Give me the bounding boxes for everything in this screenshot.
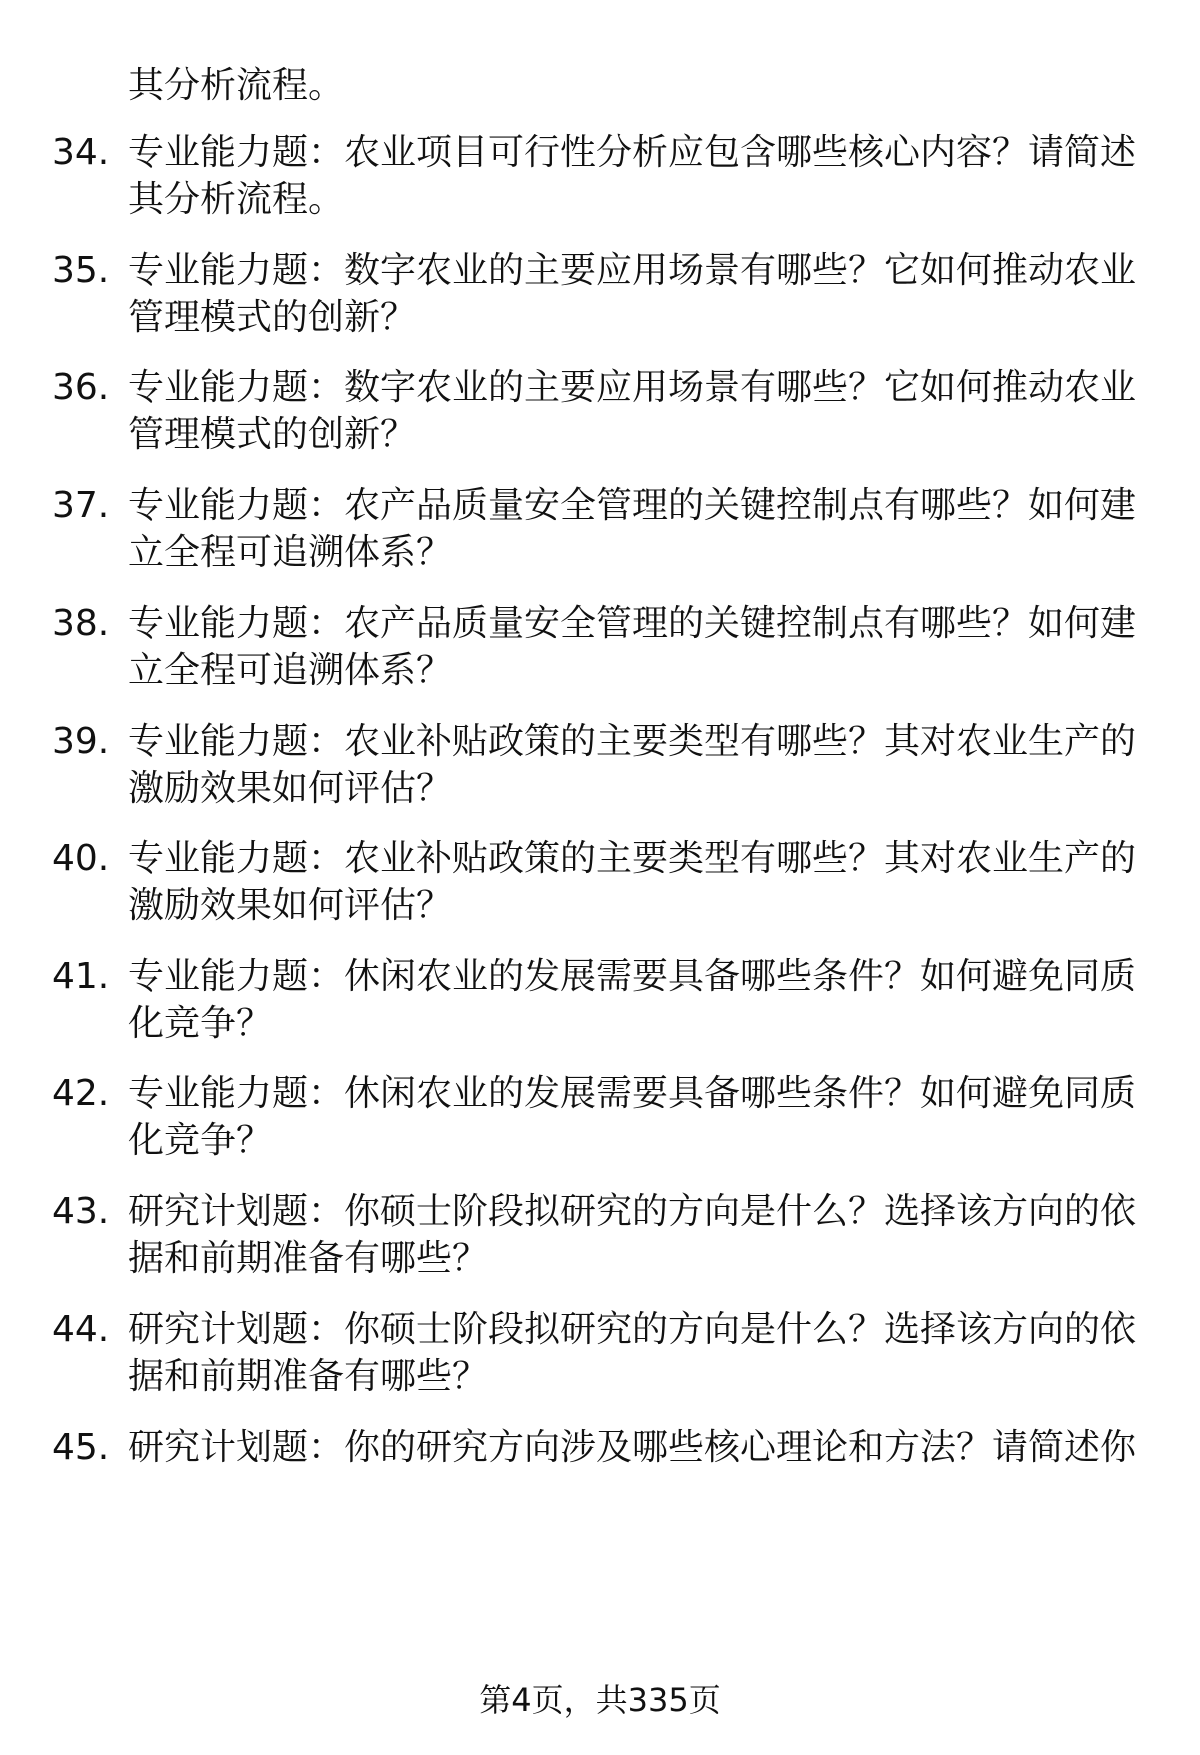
question-number: 36. xyxy=(52,367,110,408)
question-text-line2: 立全程可追溯体系？ xyxy=(128,650,453,691)
question-text-line1: 专业能力题：农产品质量安全管理的关键控制点有哪些？如何建 xyxy=(128,603,1137,644)
question-number: 44. xyxy=(52,1309,110,1350)
question-number: 40. xyxy=(52,838,110,879)
question-number: 41. xyxy=(52,956,110,997)
question-number: 45. xyxy=(52,1427,110,1468)
question-text-line1: 专业能力题：数字农业的主要应用场景有哪些？它如何推动农业 xyxy=(128,367,1137,408)
question-text-line1: 专业能力题：农业项目可行性分析应包含哪些核心内容？请简述 xyxy=(128,132,1137,173)
question-text-line1: 研究计划题：你硕士阶段拟研究的方向是什么？选择该方向的依 xyxy=(128,1309,1137,1350)
question-text-line1: 专业能力题：农产品质量安全管理的关键控制点有哪些？如何建 xyxy=(128,485,1137,526)
question-text-line1: 专业能力题：数字农业的主要应用场景有哪些？它如何推动农业 xyxy=(128,250,1137,291)
question-text-line2: 化竞争？ xyxy=(128,1003,273,1044)
question-text-line2: 管理模式的创新？ xyxy=(128,297,417,338)
question-text-line1: 专业能力题：休闲农业的发展需要具备哪些条件？如何避免同质 xyxy=(128,1073,1137,1114)
question-number: 35. xyxy=(52,250,110,291)
question-number: 42. xyxy=(52,1073,110,1114)
question-number: 39. xyxy=(52,721,110,762)
question-text-line2: 据和前期准备有哪些？ xyxy=(128,1238,489,1279)
question-text-line2: 管理模式的创新？ xyxy=(128,414,417,455)
question-text-line1: 专业能力题：休闲农业的发展需要具备哪些条件？如何避免同质 xyxy=(128,956,1137,997)
page-footer: 第4页，共335页 xyxy=(479,1681,721,1719)
question-number: 38. xyxy=(52,603,110,644)
question-number: 34. xyxy=(52,132,110,173)
question-text-line2: 激励效果如何评估？ xyxy=(128,768,453,809)
question-text-line2: 激励效果如何评估？ xyxy=(128,885,453,926)
question-text-line1: 专业能力题：农业补贴政策的主要类型有哪些？其对农业生产的 xyxy=(128,838,1137,879)
question-text-line2: 据和前期准备有哪些？ xyxy=(128,1356,489,1397)
continuation-text: 其分析流程。 xyxy=(128,65,345,106)
question-number: 43. xyxy=(52,1191,110,1232)
question-text-line1: 研究计划题：你硕士阶段拟研究的方向是什么？选择该方向的依 xyxy=(128,1191,1137,1232)
question-text-line2: 其分析流程。 xyxy=(128,179,345,220)
question-text-line1: 研究计划题：你的研究方向涉及哪些核心理论和方法？请简述你 xyxy=(128,1427,1137,1468)
question-text-line2: 化竞争？ xyxy=(128,1120,273,1161)
question-text-line2: 立全程可追溯体系？ xyxy=(128,532,453,573)
question-number: 37. xyxy=(52,485,110,526)
question-text-line1: 专业能力题：农业补贴政策的主要类型有哪些？其对农业生产的 xyxy=(128,721,1137,762)
